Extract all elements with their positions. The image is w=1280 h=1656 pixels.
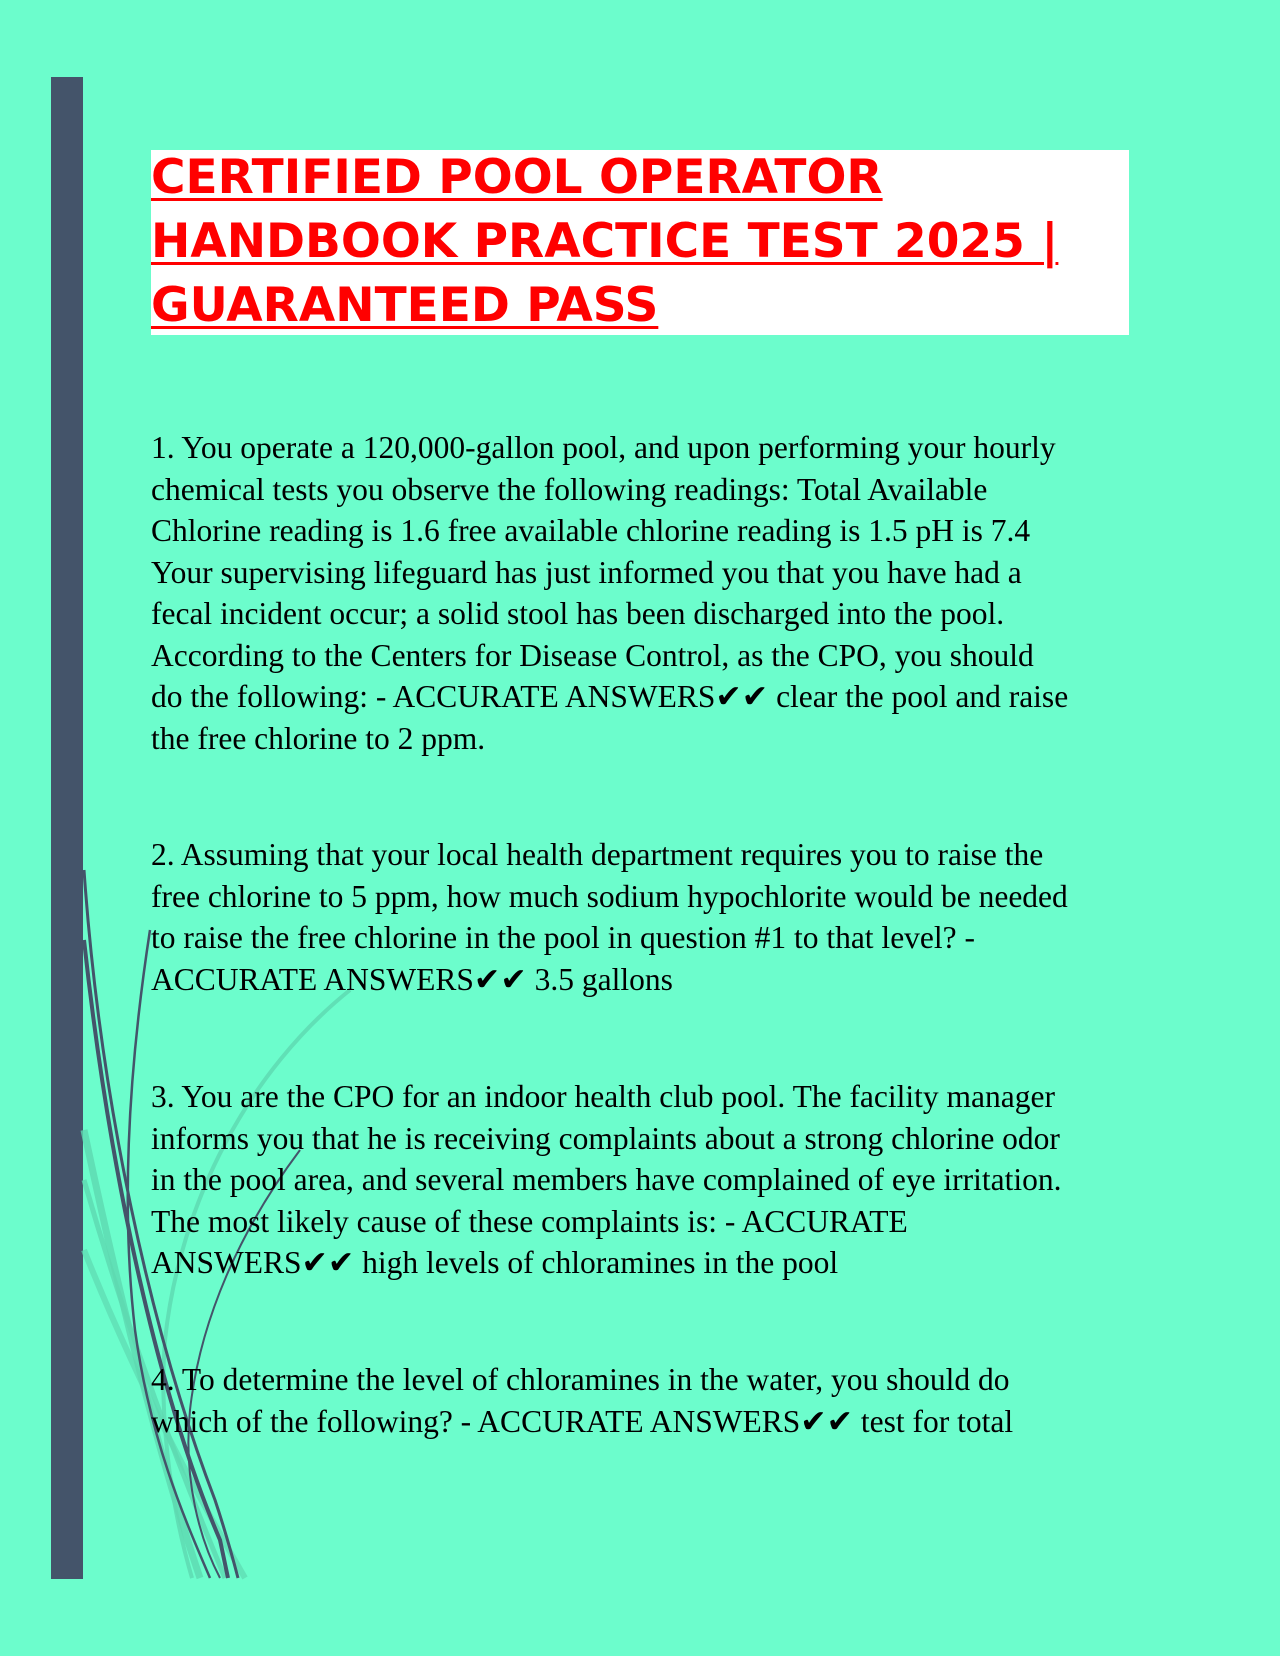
question-text-line: ACCURATE ANSWERS✔✔ 3.5 gallons	[151, 961, 673, 997]
question-text-line: chemical tests you observe the following readings: Total Available	[151, 471, 988, 507]
question-text-line: 2. Assuming that your local health department requires you to raise the	[151, 837, 1044, 872]
title-line: HANDBOOK PRACTICE TEST 2025 |	[151, 214, 1059, 269]
question-text-line: free chlorine to 5 ppm, how much sodium hypochlorite would be needed	[151, 878, 1068, 914]
question-text-line: fecal incident occur; a solid stool has been discharged into the pool.	[151, 596, 1005, 631]
title-line: GUARANTEED PASS	[151, 278, 659, 333]
question-text-line: 4. To determine the level of chloramines in the water, you should do	[151, 1362, 1010, 1397]
question-text-line: Your supervising lifeguard has just informed you that you have had a	[151, 554, 1022, 590]
title-line: CERTIFIED POOL OPERATOR	[151, 150, 883, 205]
question-text-line: The most likely cause of these complaints is: - ACCURATE	[151, 1203, 908, 1239]
question-text-line: 1. You operate a 120,000-gallon pool, and upon performing your hourly	[151, 430, 1056, 465]
question-text-line: Chlorine reading is 1.6 free available chlorine reading is 1.5 pH is 7.4	[151, 513, 1031, 548]
question-text-line: to raise the free chlorine in the pool in question #1 to that level? -	[151, 920, 975, 955]
decorative-side-bar	[51, 77, 83, 1579]
question-2	[151, 834, 1141, 1000]
question-1	[151, 427, 1141, 759]
question-text-line: ANSWERS✔✔ high levels of chloramines in the pool	[151, 1245, 839, 1280]
question-text-line: the free chlorine to 2 ppm.	[151, 720, 486, 756]
question-4	[151, 1359, 1141, 1442]
question-text-line: 3. You are the CPO for an indoor health club pool. The facility manager	[151, 1079, 1055, 1114]
question-text-line: in the pool area, and several members have complained of eye irritation.	[151, 1162, 1062, 1197]
question-text-line: which of the following? - ACCURATE ANSWERS✔✔ test for total	[151, 1403, 1014, 1439]
question-text-line: informs you that he is receiving complaints about a strong chlorine odor	[151, 1120, 1060, 1156]
question-text-line: do the following: - ACCURATE ANSWERS✔✔ clear the pool and raise	[151, 679, 1069, 714]
question-3	[151, 1076, 1141, 1284]
document-title	[151, 146, 1141, 338]
question-text-line: According to the Centers for Disease Control, as the CPO, you should	[151, 637, 1034, 673]
